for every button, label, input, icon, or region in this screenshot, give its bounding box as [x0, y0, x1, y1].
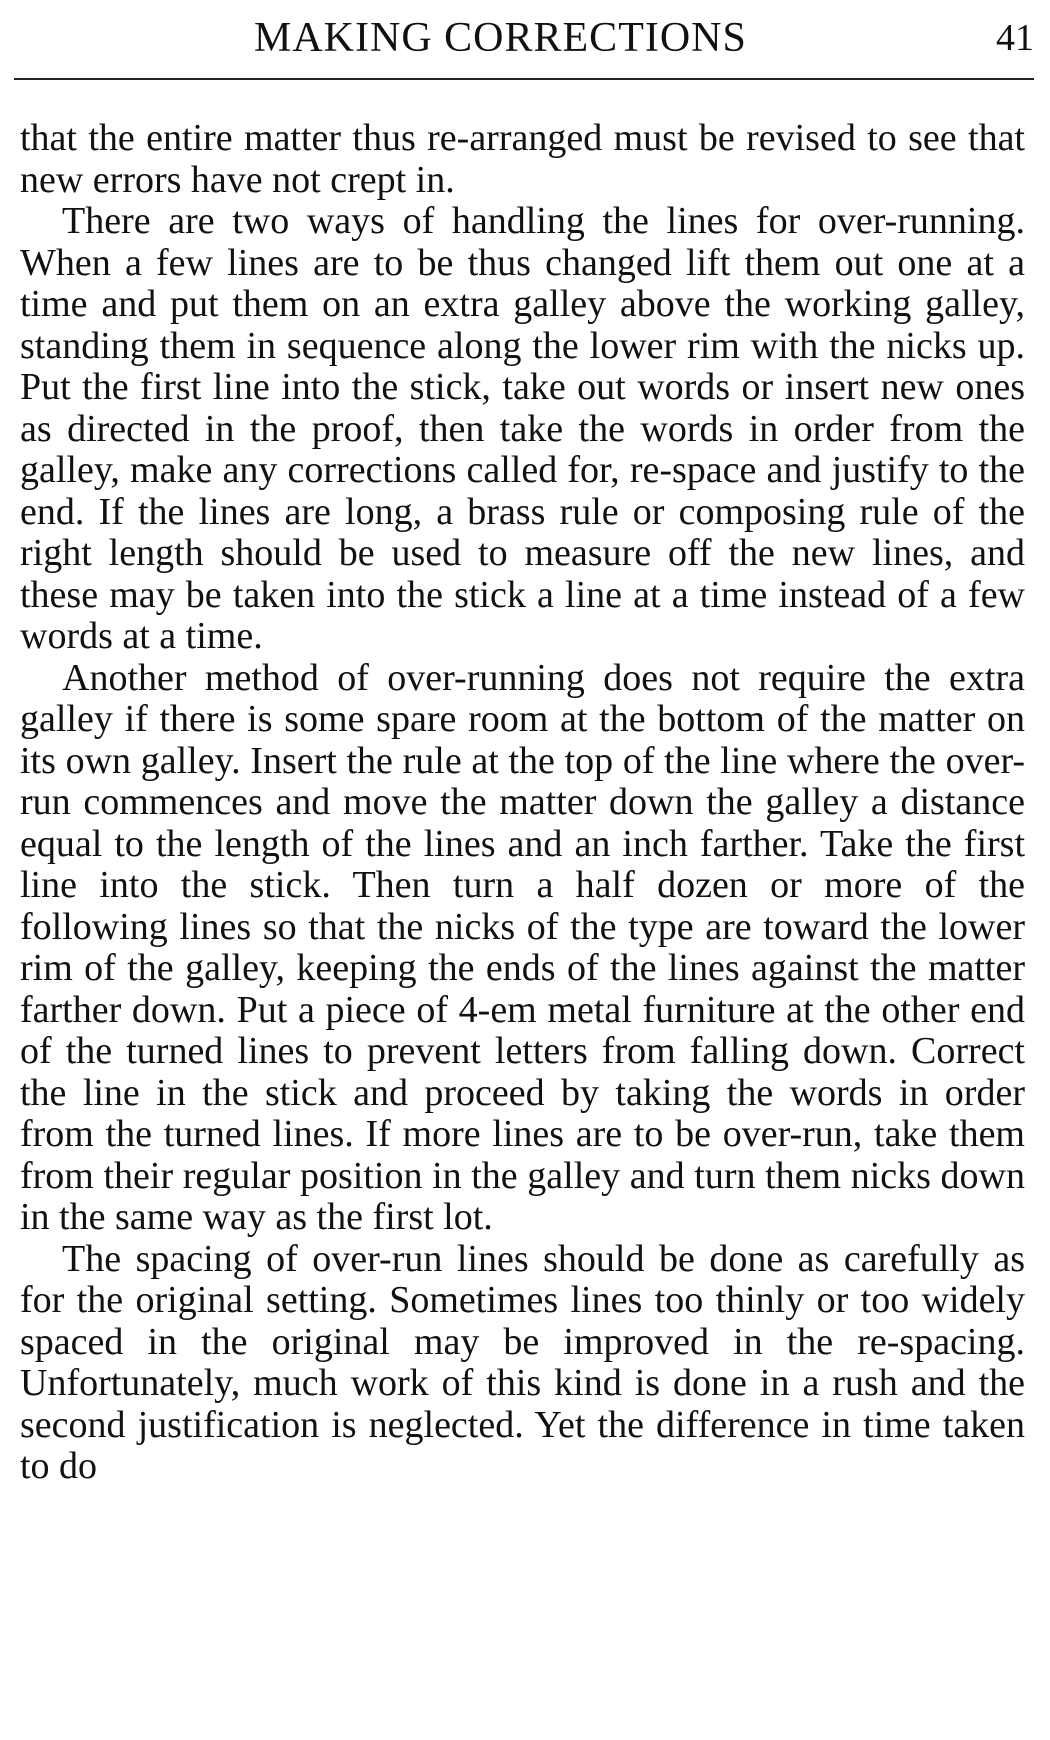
header-rule	[14, 78, 1034, 80]
page-number: 41	[996, 17, 1034, 59]
body-text	[20, 118, 1025, 1488]
paragraph-spacing: The spacing of over-run lines should be done as carefully as for the original setting. Sometimes lines too thinly or too widely spaced in the original may be improved in the re-spacing. Unfortunately, much work of this kind is done in a rush and the second justification is neglected. Yet the difference in time taken to do	[20, 1237, 1025, 1487]
running-title: MAKING CORRECTIONS	[254, 15, 747, 61]
paragraph-continued: that the entire matter thus re-arranged must be revised to see that new errors have not crept in.	[20, 117, 1025, 201]
paragraph-another-method: Another method of over-running does not require the extra galley if there is some spare room at the bottom of the matter on its own galley. Insert the rule at the top of the line where the over-run commences and move the matter down the galley a distance equal to the length of the lines and an inch farther. Take the first line into the stick. Then turn a half dozen or more of the following lines so that the nicks of the type are toward the lower rim of the galley, keeping the ends of the lines against the matter farther down. Put a piece of 4-em metal furniture at the other end of the turned lines to prevent letters from falling down. Correct the line in the stick and proceed by taking the words in order from the turned lines. If more lines are to be over-run, take them from their regular position in the galley and turn them nicks down in the same way as the first lot.	[20, 656, 1025, 1238]
paragraph-over-running-ways: There are two ways of handling the lines for over-running. When a few lines are to be thus changed lift them out one at a time and put them on an extra galley above the working galley, standing them in sequence along the lower rim with the nicks up. Put the first line into the stick, take out words or insert new ones as directed in the proof, then take the words in order from the galley, make any corrections called for, re-space and justify to the end. If the lines are long, a brass rule or composing rule of the right length should be used to measure off the new lines, and these may be taken into the stick a line at a time instead of a few words at a time.	[20, 200, 1025, 657]
running-head	[14, 8, 1034, 68]
